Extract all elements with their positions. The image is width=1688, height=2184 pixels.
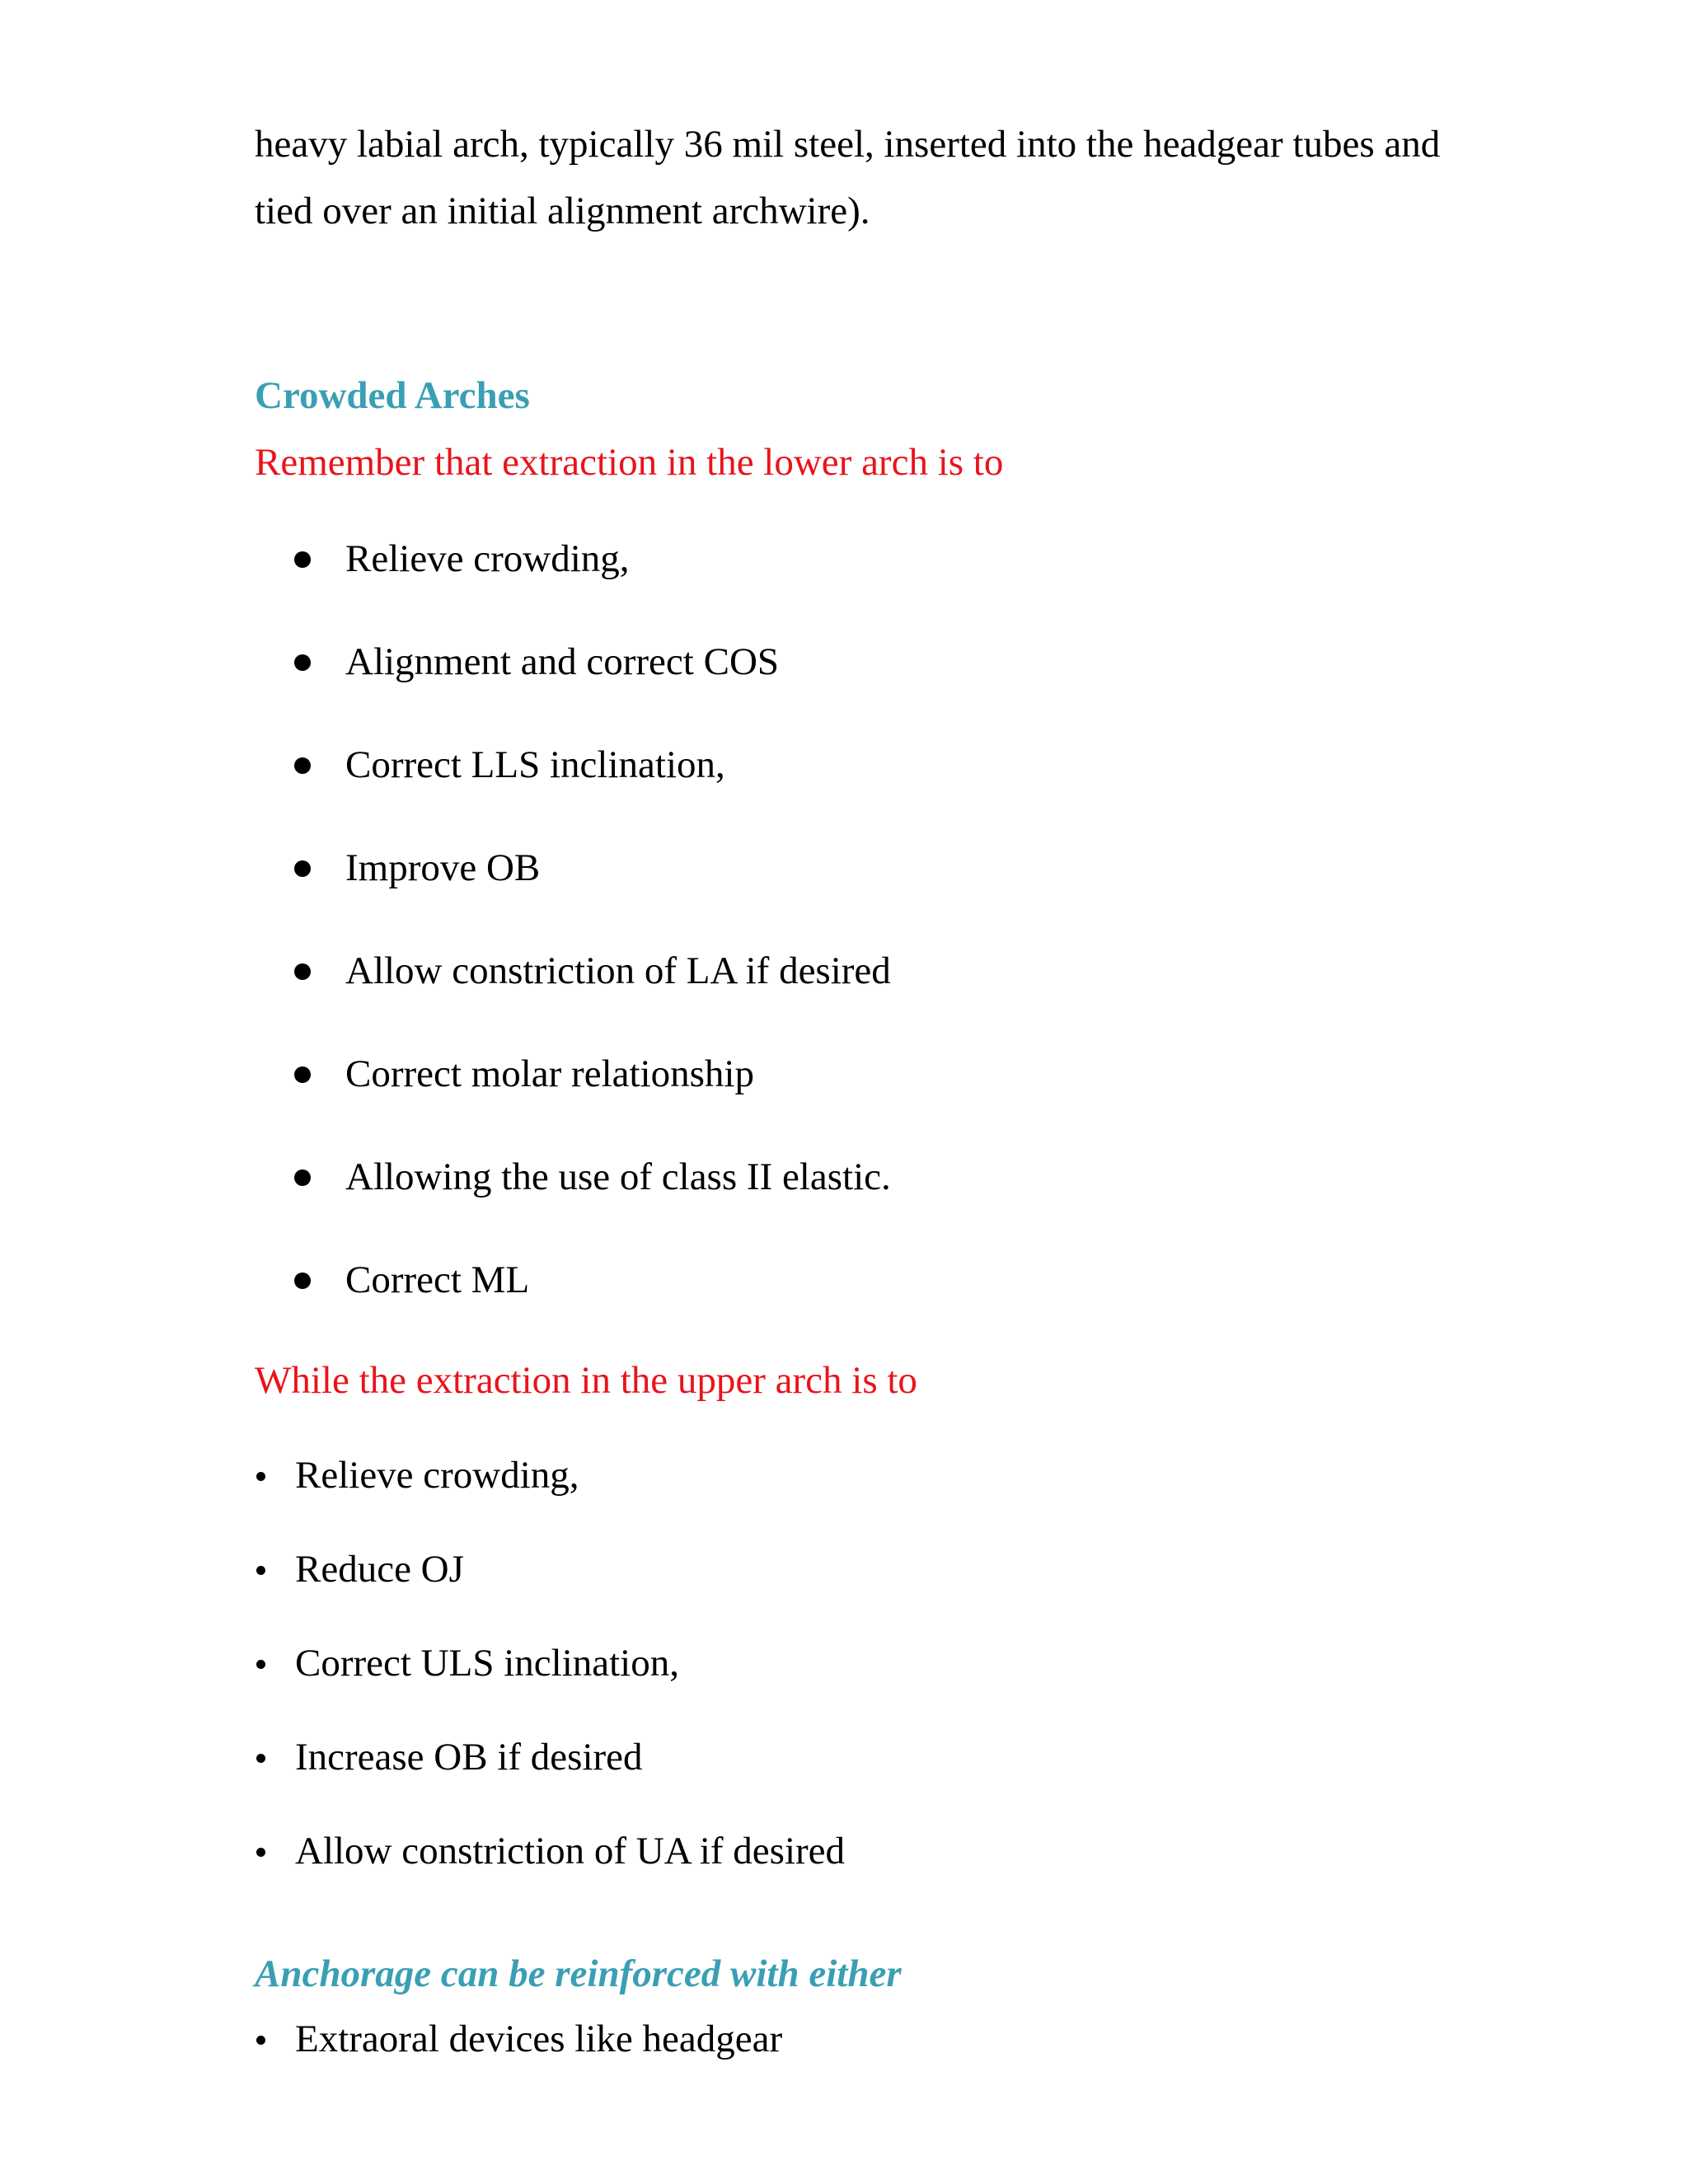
list-item-text: Relieve crowding,: [295, 1454, 579, 1497]
bullet-icon: [294, 654, 311, 671]
list-item-text: Correct LLS inclination,: [345, 743, 725, 786]
bullet-icon: [294, 1066, 311, 1083]
list-item-text: Allowing the use of class II elastic.: [345, 1155, 891, 1198]
bullet-icon: [256, 1848, 265, 1857]
intro-line-2: tied over an initial alignment archwire).: [255, 190, 870, 232]
list-item-text: Relieve crowding,: [345, 537, 630, 580]
bullet-icon: [294, 1272, 311, 1289]
bullet-icon: [294, 860, 311, 877]
anchorage-heading: Anchorage can be reinforced with either: [255, 1952, 902, 1995]
list-item-text: Correct ULS inclination,: [295, 1642, 679, 1685]
intro-paragraph: [255, 111, 1491, 245]
bullet-icon: [294, 1169, 311, 1186]
list-item-text: Allow constriction of LA if desired: [345, 949, 891, 992]
bullet-icon: [256, 1660, 265, 1669]
lower-arch-intro: Remember that extraction in the lower arch is to: [255, 441, 1004, 484]
list-item-text: Correct ML: [345, 1258, 530, 1301]
bullet-icon: [256, 1472, 265, 1481]
section-heading-crowded-arches: Crowded Arches: [255, 374, 530, 417]
intro-line-1: heavy labial arch, typically 36 mil steel, inserted into the headgear tubes and: [255, 123, 1441, 166]
list-item-text: Extraoral devices like headgear: [295, 2018, 783, 2060]
list-item-text: Increase OB if desired: [295, 1736, 643, 1779]
upper-arch-intro: While the extraction in the upper arch is to: [255, 1359, 917, 1402]
bullet-icon: [256, 1754, 265, 1763]
bullet-icon: [294, 757, 311, 774]
bullet-icon: [256, 1566, 265, 1575]
bullet-icon: [294, 963, 311, 980]
bullet-icon: [294, 551, 311, 568]
list-item-text: Correct molar relationship: [345, 1052, 754, 1095]
list-item-text: Alignment and correct COS: [345, 640, 780, 683]
bullet-icon: [256, 2036, 265, 2045]
list-item-text: Reduce OJ: [295, 1548, 464, 1591]
list-item-text: Allow constriction of UA if desired: [295, 1830, 846, 1872]
list-item-text: Improve OB: [345, 846, 541, 889]
